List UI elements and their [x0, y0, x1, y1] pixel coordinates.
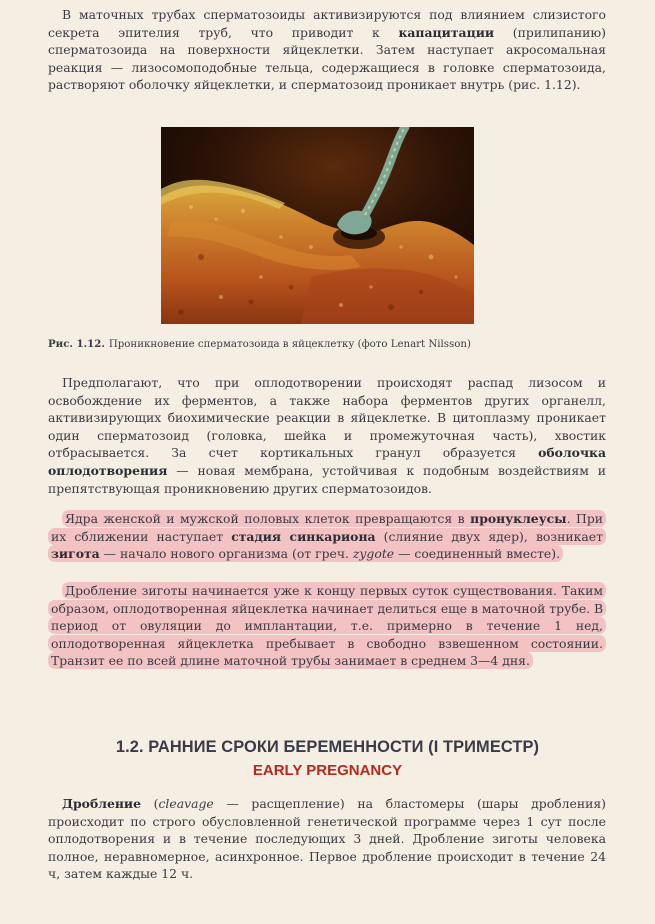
text-run: В маточных трубах сперматозоиды активизируются под влиянием слизистого секрета эпителия труб, что приводит к [48, 7, 606, 40]
text-run: — соединенный вместе). [394, 546, 561, 562]
text-run: — расщепление) на бластомеры (шары дробления) происходит по строго обусловленной генетической программе через 1 сут после оплодотворения и в течение последующих 3 дней. Дробление зиготы человека полное, неравномерное, асинхронное. Первое дробление происходит в течение 24 ч, затем каждые 12 ч. [48, 796, 607, 882]
photo-illustration [161, 127, 474, 324]
section-subtitle: EARLY PREGNANCY [252, 762, 403, 779]
text-run: ( [140, 796, 159, 811]
text-run: — начало нового организма (от греч. [99, 546, 353, 562]
highlighted-text: Дробление зиготы начинается уже к концу первых суток существования. Таким образом, оплодотворенная яйцеклетка начинает делиться еще в маточной трубе. В период от овуляции до имплантации, т.е. примерно в течение 1 нед, оплодотворенная яйцеклетка пребывает в свободно взвешенном состоянии. Транзит ее по всей длине маточной трубы занимает в среднем 3—4 дня. [48, 582, 606, 669]
text-run: Ядра женской и мужской половых клеток превращаются в [65, 511, 471, 526]
term-cleavage-english: cleavage [158, 796, 214, 811]
text-run: (слияние двух ядер), возникает [375, 528, 603, 544]
caption-label: Рис. 1.12. [48, 338, 105, 350]
paragraph-cleavage-start [48, 582, 606, 670]
highlighted-text [48, 510, 606, 562]
text-run: — новая мембрана, устойчивая к подобным воздействиям и препятствующая проникновению других сперматозоидов. [48, 462, 606, 496]
text-run: . При их сближении наступает [51, 511, 604, 544]
paragraph-lysosomes [48, 374, 606, 497]
term-cleavage: Дробление [62, 796, 141, 811]
term-capacitation: капацитации [398, 24, 495, 40]
paragraph-pronuclei [48, 510, 606, 563]
text-run: (прилипанию) сперматозоида на поверхности яйцеклетки. Затем наступает акросомальная реакция — лизосомоподобные тельца, содержащиеся в головке сперматозоида, растворяют оболочку яйцеклетки, и сперматозоид проникает внутрь (рис. 1.12). [48, 24, 606, 93]
term-zygote-greek: zygote [352, 546, 395, 562]
text-run: Предполагают, что при оплодотворении происходят распад лизосом и освобождение их ферментов, а также набора ферментов других органелл, активизирующих биохимические реакции в яйцеклетке. В цитоплазму проникает один сперматозоид (головка, шейка и промежуточная часть), хвостик отбрасывается. За счет кортикальных гранул образуется [48, 375, 606, 461]
term-syncaryon-stage: стадия синкариона [231, 528, 376, 544]
figure-caption [48, 337, 608, 352]
term-fertilization-membrane: оболочка оплодотворения [48, 445, 606, 478]
term-pronuclei: пронуклеусы [470, 511, 567, 526]
term-zygote: зигота [51, 546, 100, 562]
caption-text: Проникновение сперматозоида в яйцеклетку (фото Lenart Nilsson) [108, 339, 471, 350]
section-title: 1.2. РАННИЕ СРОКИ БЕРЕМЕННОСТИ (I ТРИМЕСТР) [115, 738, 540, 756]
figure-sperm-penetration-photo [161, 127, 474, 324]
paragraph-cleavage [48, 795, 606, 883]
paragraph-capacitation [48, 6, 606, 94]
